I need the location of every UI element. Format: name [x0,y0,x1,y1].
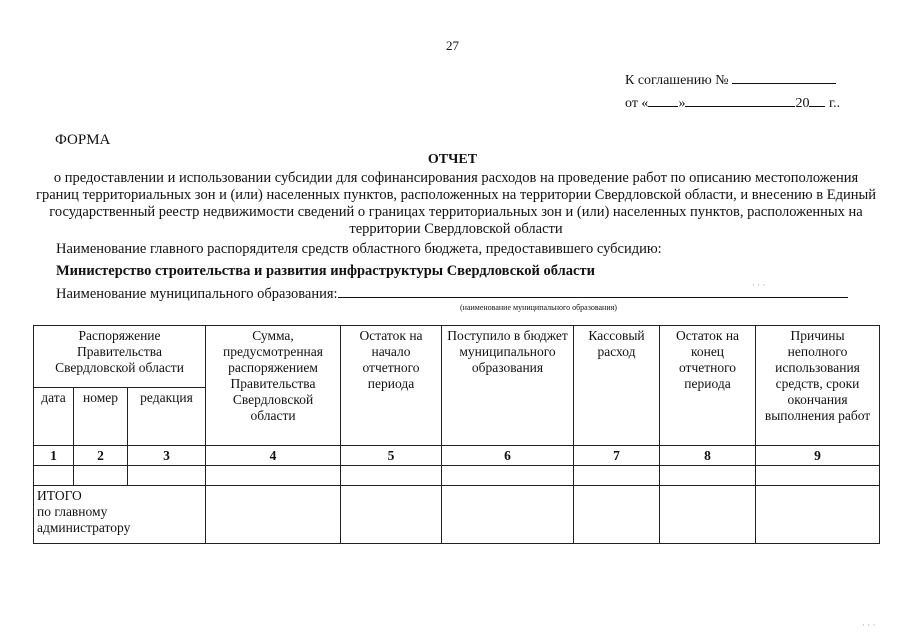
day-blank [648,93,678,107]
agreement-number-blank [732,70,836,84]
table-cell[interactable] [660,466,756,486]
table-cell[interactable] [442,466,574,486]
municipality-line [56,284,848,303]
report-table [33,325,880,544]
column-number: 5 [341,446,442,466]
total-row [34,486,880,544]
column-number: 2 [74,446,128,466]
main-manager-label: Наименование главного распорядителя средств областного бюджета, предоставившего субсидию: [56,241,662,257]
year-blank [809,93,825,107]
column-number: 6 [442,446,574,466]
table-cell[interactable] [206,486,341,544]
column-number: 3 [128,446,206,466]
municipality-blank [338,284,848,298]
table-cell[interactable] [574,486,660,544]
date-prefix: от « [625,96,649,111]
table-cell[interactable] [128,466,206,486]
agreement-line-2 [625,93,840,112]
header-col-4: Сумма, предусмотренная распоряжением Правительства Свердловской области [206,326,341,446]
column-number: 7 [574,446,660,466]
scan-mark-bottom: · · · [862,620,876,630]
table-cell[interactable] [442,486,574,544]
column-number: 4 [206,446,341,466]
month-blank [685,93,795,107]
header-col-5: Остаток на начало отчетного периода [341,326,442,446]
table-cell[interactable] [756,486,880,544]
sub-header-number: номер [74,388,128,446]
table-cell[interactable] [756,466,880,486]
main-manager-value: Министерство строительства и развития инфраструктуры Свердловской области [56,263,595,279]
scan-mark: · · · [752,280,766,290]
column-numbers-row [34,446,880,466]
sub-header-edition: редакция [128,388,206,446]
year-suffix: г.. [828,96,841,111]
table-cell[interactable] [341,466,442,486]
header-col-7: Кассовый расход [574,326,660,446]
table-cell[interactable] [660,486,756,544]
column-number: 1 [34,446,74,466]
header-row [34,326,880,388]
total-label: ИТОГО [37,488,82,503]
column-number: 8 [660,446,756,466]
header-col-8: Остаток на конец отчетного периода [660,326,756,446]
municipality-label: Наименование муниципального образования: [56,286,338,302]
header-col-9: Причины неполного использования средств, сроки окончания выполнения работ [756,326,880,446]
total-cell [34,486,206,544]
group-header: Распоряжение Правительства Свердловской области [34,326,206,388]
table-cell[interactable] [34,466,74,486]
table-cell[interactable] [574,466,660,486]
header-col-6: Поступило в бюджет муниципального образования [442,326,574,446]
table-cell[interactable] [206,466,341,486]
table-cell[interactable] [74,466,128,486]
total-sublabel: по главному администратору [37,504,131,535]
date-quote: » [678,96,686,111]
year-prefix: 20 [795,96,810,111]
municipality-hint: (наименование муниципального образования) [460,303,617,312]
agreement-line-1 [625,70,836,89]
agreement-label: К соглашению № [625,73,729,88]
sub-header-date: дата [34,388,74,446]
empty-data-row [34,466,880,486]
page-number: 27 [446,38,459,53]
form-label: ФОРМА [55,132,111,148]
column-number: 9 [756,446,880,466]
table-cell[interactable] [341,486,442,544]
report-description: о предоставлении и использовании субсидии для софинансирования расходов на проведение работ по описанию местоположения границ территориальных зон и (или) населенных пунктов, расположенных на территории Свердловской области, и внесению в Единый государственный реестр недвижимости сведений о границах территориальных зон и (или) населенных пунктов, расположенных на территории Свердловской области [36,170,876,237]
report-title: ОТЧЕТ [427,152,478,167]
